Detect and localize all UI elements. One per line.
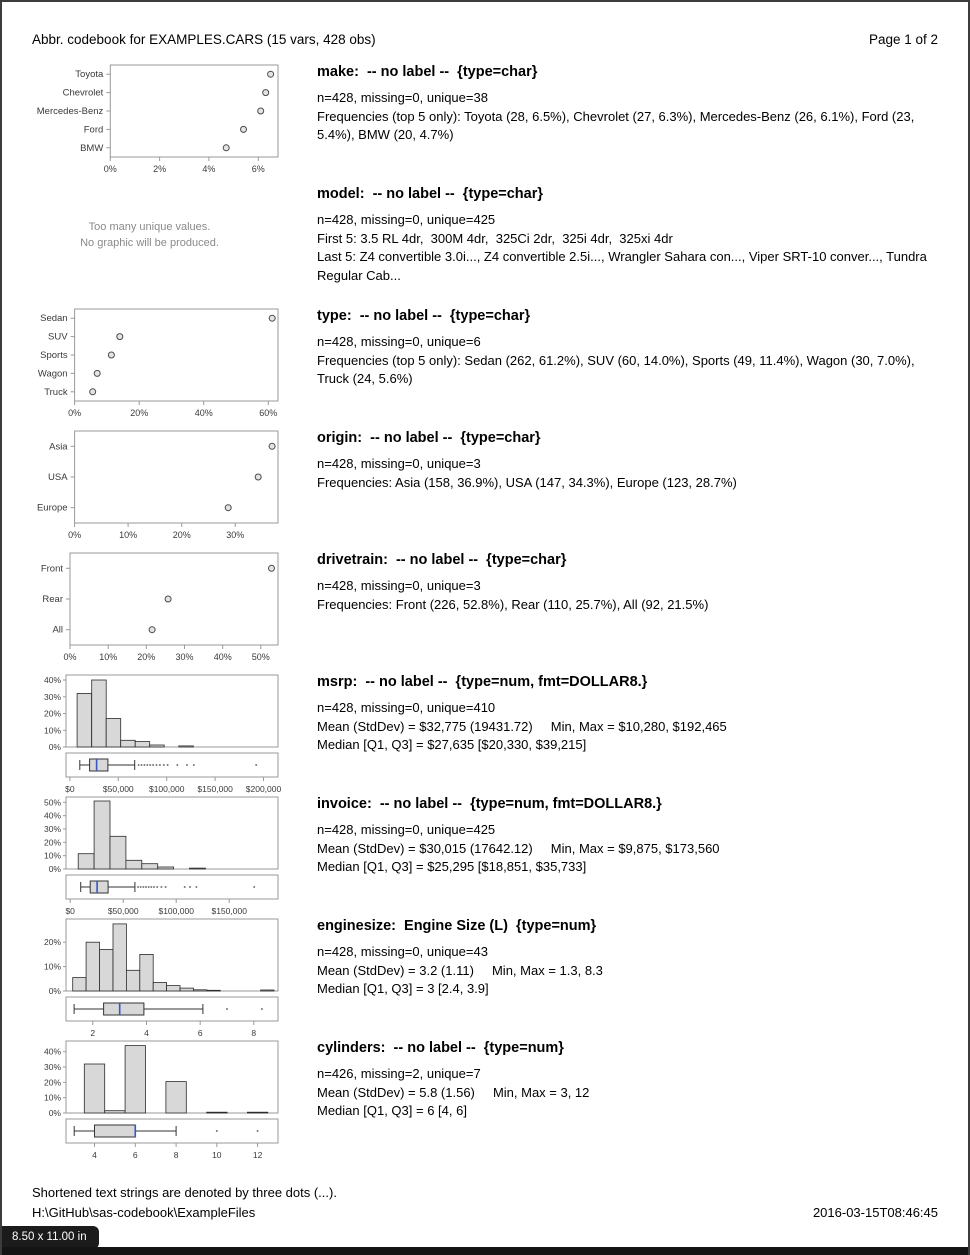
footer-path: H:\GitHub\sas-codebook\ExampleFiles: [32, 1205, 256, 1220]
svg-text:6%: 6%: [251, 164, 265, 174]
variable-section-enginesize: [32, 917, 942, 1039]
variable-section-drivetrain: [32, 551, 942, 673]
make-text: [297, 63, 942, 185]
svg-text:Truck: Truck: [44, 386, 68, 398]
svg-text:50%: 50%: [43, 797, 61, 808]
variable-section-cylinders: [32, 1039, 942, 1161]
svg-text:2: 2: [90, 1028, 96, 1037]
variable-title: msrp: -- no label -- {type=num, fmt=DOLLAR8.}: [317, 674, 648, 690]
variable-stats-line: n=428, missing=0, unique=43: [317, 944, 488, 959]
variable-title: origin: -- no label -- {type=char}: [317, 430, 541, 446]
type-frequency-dotplot: [32, 307, 284, 427]
variable-stats-line: n=428, missing=0, unique=3: [317, 578, 481, 593]
variable-mean-line: Mean (StdDev) = $30,015 (17642.12) Min, Max = $9,875, $173,560: [317, 840, 720, 856]
svg-text:USA: USA: [48, 472, 68, 483]
variable-last5-line: Last 5: Z4 convertible 3.0i..., Z4 convertible 2.5i..., Wrangler Sahara con..., Viper SRT-10 conver..., Tundra Regular Cab...: [317, 249, 931, 283]
svg-text:40%: 40%: [43, 1046, 61, 1057]
svg-text:60%: 60%: [259, 408, 278, 418]
svg-text:0%: 0%: [48, 1108, 61, 1118]
svg-text:$100,000: $100,000: [158, 906, 194, 915]
page-size-badge: 8.50 x 11.00 in: [2, 1226, 99, 1249]
svg-text:Chevrolet: Chevrolet: [62, 87, 104, 99]
page-header: [2, 2, 968, 47]
variable-section-invoice: [32, 795, 942, 917]
variable-mean-line: Mean (StdDev) = 3.2 (1.11) Min, Max = 1.3, 8.3: [317, 962, 603, 978]
svg-text:Toyota: Toyota: [75, 69, 104, 81]
svg-text:2%: 2%: [153, 164, 167, 174]
cylinders-histogram-boxplot: [32, 1039, 284, 1159]
make-frequency-dotplot: [32, 63, 284, 183]
msrp-chart-area: [32, 673, 297, 795]
svg-text:All: All: [52, 624, 63, 636]
variable-mean-line: Mean (StdDev) = 5.8 (1.56) Min, Max = 3, 12: [317, 1084, 590, 1100]
svg-text:$200,000: $200,000: [245, 784, 282, 793]
variable-stats-line: n=428, missing=0, unique=425: [317, 822, 496, 837]
invoice-chart-area: [32, 795, 297, 917]
cylinders-chart-area: [32, 1039, 297, 1161]
variable-stats-line: n=428, missing=0, unique=3: [317, 456, 481, 471]
enginesize-text: [297, 917, 942, 1039]
variable-frequencies-line: Frequencies (top 5 only): Sedan (262, 61.2%), SUV (60, 14.0%), Sports (49, 11.4%), Wagon (30, 7.0%), Truck (24, 5.6%): [317, 352, 918, 386]
variable-stats-line: n=426, missing=2, unique=7: [317, 1066, 481, 1081]
variable-title: drivetrain: -- no label -- {type=char}: [317, 552, 567, 568]
model-text: [297, 185, 942, 307]
svg-text:4%: 4%: [202, 164, 216, 174]
drivetrain-frequency-dotplot: [32, 551, 284, 671]
svg-text:20%: 20%: [43, 708, 61, 719]
make-chart-area: [32, 63, 297, 185]
svg-text:20%: 20%: [172, 530, 191, 540]
variable-first5-line: First 5: 3.5 RL 4dr, 300M 4dr, 325Ci 2dr, 325i 4dr, 325xi 4dr: [317, 230, 673, 246]
svg-text:SUV: SUV: [48, 331, 68, 343]
drivetrain-text: [297, 551, 942, 673]
svg-text:0%: 0%: [48, 742, 61, 752]
svg-text:$50,000: $50,000: [107, 906, 139, 915]
svg-text:40%: 40%: [213, 652, 232, 662]
enginesize-chart-area: [32, 917, 297, 1039]
variable-frequencies-line: Frequencies: Asia (158, 36.9%), USA (147, 34.3%), Europe (123, 28.7%): [317, 474, 737, 490]
svg-text:20%: 20%: [43, 1077, 61, 1088]
svg-text:30%: 30%: [43, 691, 61, 702]
svg-text:Europe: Europe: [36, 502, 68, 514]
svg-text:8: 8: [173, 1150, 179, 1159]
svg-text:Front: Front: [40, 563, 63, 575]
svg-text:BMW: BMW: [80, 142, 104, 154]
svg-text:Sedan: Sedan: [40, 313, 68, 325]
variable-stats-line: n=428, missing=0, unique=38: [317, 90, 488, 105]
page-footer: [2, 1161, 968, 1220]
variable-median-line: Median [Q1, Q3] = 3 [2.4, 3.9]: [317, 981, 489, 996]
origin-text: [297, 429, 942, 551]
svg-text:30%: 30%: [43, 824, 61, 834]
origin-chart-area: [32, 429, 297, 551]
svg-text:50%: 50%: [251, 652, 270, 662]
footer-note: Shortened text strings are denoted by three dots (...).: [32, 1185, 337, 1200]
footer-timestamp: 2016-03-15T08:46:45: [812, 1205, 938, 1220]
svg-text:$0: $0: [65, 784, 75, 793]
svg-text:0%: 0%: [103, 164, 117, 174]
variable-median-line: Median [Q1, Q3] = $27,635 [$20,330, $39,215]: [317, 737, 587, 752]
variable-title: enginesize: Engine Size (L) {type=num}: [317, 918, 597, 934]
svg-text:6: 6: [197, 1028, 203, 1037]
variable-stats-line: n=428, missing=0, unique=410: [317, 700, 496, 715]
variable-frequencies-line: Frequencies: Front (226, 52.8%), Rear (110, 25.7%), All (92, 21.5%): [317, 596, 709, 612]
page-number: Page 1 of 2: [868, 32, 938, 47]
variable-sections: [2, 47, 968, 1161]
svg-text:40%: 40%: [43, 810, 61, 821]
svg-text:30%: 30%: [175, 652, 194, 662]
variable-median-line: Median [Q1, Q3] = $25,295 [$18,851, $35,733]: [317, 859, 587, 874]
svg-text:Ford: Ford: [83, 124, 104, 136]
svg-text:$150,000: $150,000: [211, 906, 247, 915]
svg-text:6: 6: [132, 1150, 138, 1159]
svg-text:Wagon: Wagon: [37, 368, 68, 380]
drivetrain-chart-area: [32, 551, 297, 673]
svg-text:$100,000: $100,000: [148, 784, 185, 793]
invoice-text: [297, 795, 942, 917]
svg-text:10%: 10%: [43, 725, 61, 736]
svg-text:10: 10: [212, 1150, 222, 1159]
msrp-text: [297, 673, 942, 795]
svg-text:0%: 0%: [63, 652, 77, 662]
variable-title: type: -- no label -- {type=char}: [317, 308, 531, 324]
svg-text:30%: 30%: [226, 530, 245, 540]
variable-section-origin: [32, 429, 942, 551]
model-chart-area: [32, 185, 297, 307]
variable-section-type: [32, 307, 942, 429]
variable-section-model: [32, 185, 942, 307]
enginesize-histogram-boxplot: [32, 917, 284, 1037]
svg-text:20%: 20%: [137, 652, 156, 662]
svg-text:$150,000: $150,000: [197, 784, 233, 793]
variable-frequencies-line: Frequencies (top 5 only): Toyota (28, 6.5%), Chevrolet (27, 6.3%), Mercedes-Benz (26, 6.1%), Ford (23, 5.4%), BMW (20, 4.7%): [317, 108, 918, 142]
msrp-histogram-boxplot: [32, 673, 284, 793]
svg-text:4: 4: [92, 1150, 97, 1159]
variable-title: model: -- no label -- {type=char}: [317, 186, 543, 202]
svg-text:10%: 10%: [99, 652, 118, 662]
svg-text:40%: 40%: [43, 675, 61, 685]
variable-title: cylinders: -- no label -- {type=num}: [317, 1040, 564, 1056]
svg-text:20%: 20%: [43, 937, 61, 948]
variable-mean-line: Mean (StdDev) = $32,775 (19431.72) Min, Max = $10,280, $192,465: [317, 718, 727, 734]
invoice-histogram-boxplot: [32, 795, 284, 915]
variable-stats-line: n=428, missing=0, unique=6: [317, 334, 481, 349]
variable-median-line: Median [Q1, Q3] = 6 [4, 6]: [317, 1103, 467, 1118]
svg-text:Asia: Asia: [49, 441, 68, 453]
svg-text:10%: 10%: [43, 850, 61, 861]
svg-text:0%: 0%: [68, 530, 82, 540]
svg-text:0%: 0%: [68, 408, 82, 418]
variable-section-msrp: [32, 673, 942, 795]
svg-text:Sports: Sports: [40, 350, 68, 361]
cylinders-text: [297, 1039, 942, 1161]
variable-title: invoice: -- no label -- {type=num, fmt=DOLLAR8.}: [317, 796, 662, 812]
svg-text:Rear: Rear: [42, 594, 63, 605]
svg-text:8: 8: [251, 1028, 257, 1037]
svg-text:$50,000: $50,000: [102, 784, 134, 793]
svg-text:40%: 40%: [194, 408, 213, 418]
variable-title: make: -- no label -- {type=char}: [317, 64, 538, 80]
svg-text:20%: 20%: [43, 837, 61, 848]
svg-text:0%: 0%: [48, 864, 61, 874]
variable-stats-line: n=428, missing=0, unique=425: [317, 212, 496, 227]
svg-text:10%: 10%: [43, 1092, 61, 1103]
svg-text:30%: 30%: [43, 1062, 61, 1072]
window-bottom-bar: [2, 1247, 968, 1255]
report-title: Abbr. codebook for EXAMPLES.CARS (15 vars, 428 obs): [32, 32, 376, 47]
svg-text:12: 12: [252, 1150, 263, 1159]
type-chart-area: [32, 307, 297, 429]
svg-text:0%: 0%: [48, 986, 61, 996]
svg-text:Mercedes-Benz: Mercedes-Benz: [36, 106, 104, 117]
no-graphic-note: Too many unique values. No graphic will be produced.: [80, 221, 219, 249]
type-text: [297, 307, 942, 429]
svg-text:10%: 10%: [43, 961, 61, 972]
svg-text:4: 4: [144, 1028, 149, 1037]
svg-text:20%: 20%: [130, 408, 149, 418]
svg-text:10%: 10%: [119, 530, 138, 540]
svg-text:$0: $0: [65, 906, 75, 915]
origin-frequency-dotplot: [32, 429, 284, 549]
variable-section-make: [32, 63, 942, 185]
